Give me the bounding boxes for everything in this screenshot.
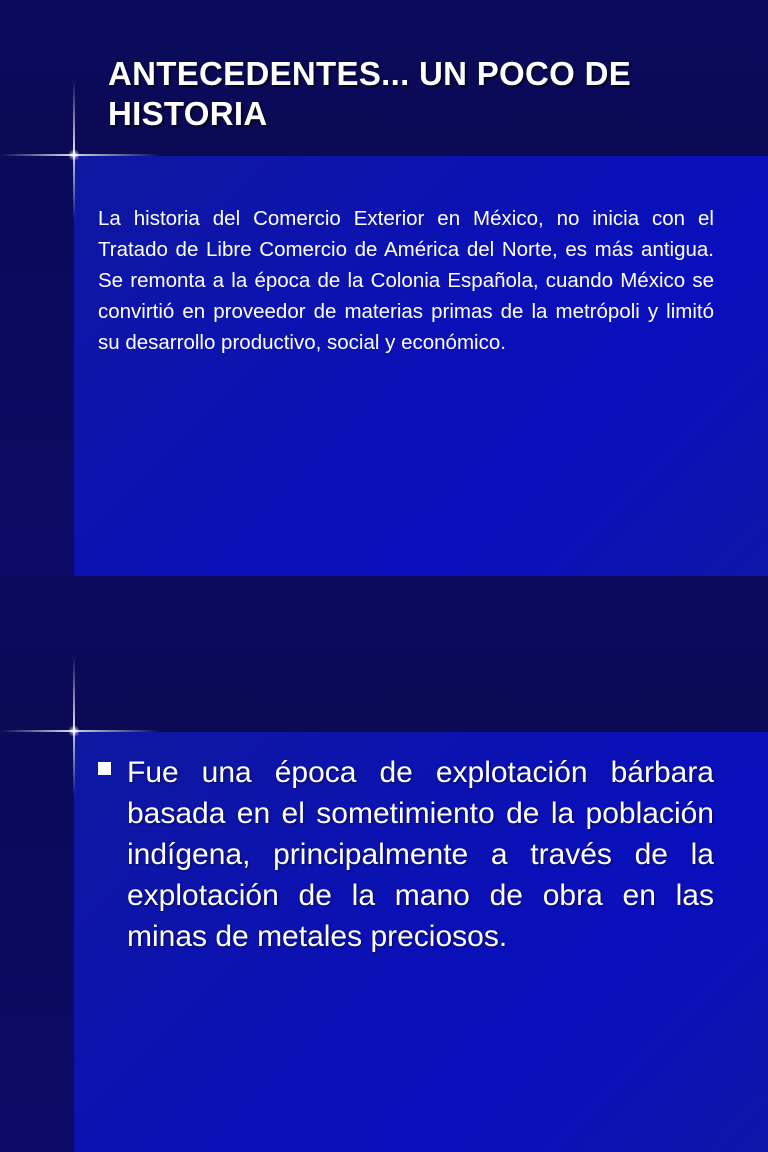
history-paragraph: La historia del Comercio Exterior en México, no inicia con el Tratado de Libre Comercio de América del Norte, es más antigua. Se remonta a la época de la Colonia Española, cuando México se convirtió en proveedor de materias primas de la metrópoli y limitó su desarrollo productivo, social y económico. — [98, 207, 714, 354]
sparkle-icon — [68, 149, 80, 161]
left-band — [0, 156, 74, 576]
bullet-item — [98, 752, 714, 957]
slide-title: ANTECEDENTES... UN POCO DE HISTORIA — [108, 55, 632, 132]
slide-2 — [0, 576, 768, 1152]
sparkle-horizontal — [0, 730, 160, 732]
sparkle-icon — [68, 725, 80, 737]
square-bullet-icon — [98, 762, 111, 775]
left-band — [0, 732, 74, 1152]
top-band — [0, 576, 768, 732]
sparkle-horizontal — [0, 154, 160, 156]
bullet-text: Fue una época de explotación bárbara basada en el sometimiento de la población indígena, principalmente a través de la explotación de la mano de obra en las minas de metales preciosos. — [127, 756, 714, 953]
